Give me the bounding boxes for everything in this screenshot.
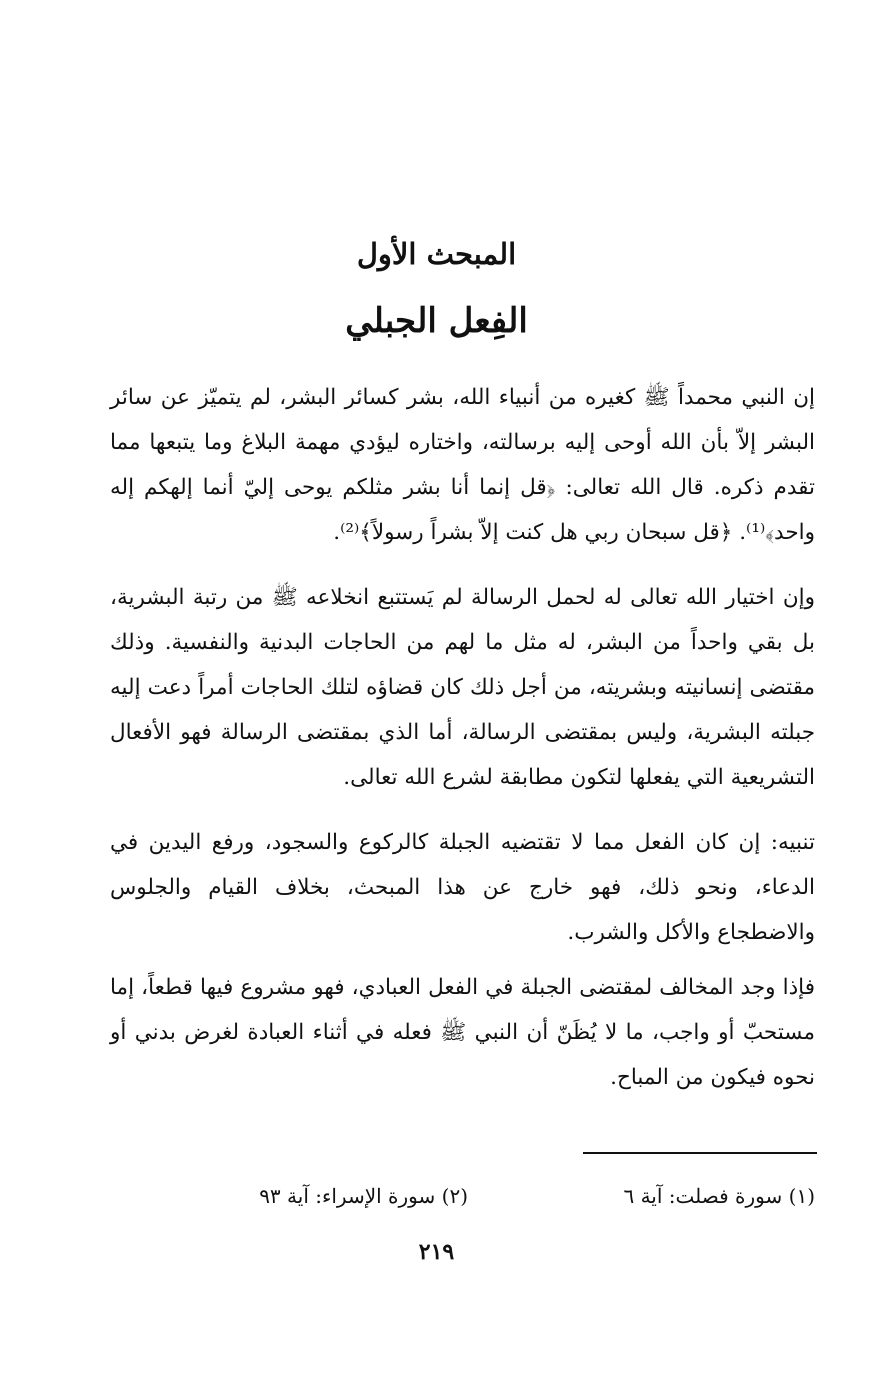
section-heading: المبحث الأول xyxy=(356,237,517,271)
paragraph-1: إن النبي محمداً ﷺ كغيره من أنبياء الله، بشر كسائر البشر، لم يتميّز عن سائر البشر إلاّ بأن الله أوحى إليه برسالته، واختاره ليؤدي مهمة البلاغ وما يتبعها مما تقدم ذكره. قال الله تعالى: ﴿قل إنما أنا بشر مثلكم يوحى إليّ أنما إلهكم إله واحد﴾⁽¹⁾. ﴿قل سبحان ربي هل كنت إلاّ بشراً رسولاً﴾⁽²⁾. xyxy=(110,385,815,545)
footnote-divider xyxy=(583,1152,817,1154)
paragraph-2: وإن اختيار الله تعالى له لحمل الرسالة لم يَستتبع انخلاعه ﷺ من رتبة البشرية، بل بقي واحداً من البشر، له مثل ما لهم من الحاجات البدنية والنفسية. وذلك مقتضى إنسانيته وبشريته، من أجل ذلك كان قضاؤه لتلك الحاجات أمراً دعت إليه جبلته البشرية، وليس بمقتضى الرسالة، أما الذي بمقتضى الرسالة فهو الأفعال التشريعية التي يفعلها لتكون مطابقة لشرع الله تعالى. xyxy=(110,585,815,790)
paragraph-3: تنبيه: إن كان الفعل مما لا تقتضيه الجبلة كالركوع والسجود، ورفع اليدين في الدعاء، ونحو ذلك، فهو خارج عن هذا المبحث، بخلاف القيام والجلوس والاضطجاع والأكل والشرب. xyxy=(110,830,815,945)
paragraph-4: فإذا وجد المخالف لمقتضى الجبلة في الفعل العبادي، فهو مشروع فيها قطعاً، إما مستحبّ أو واجب، ما لا يُظَنّ أن النبي ﷺ فعله في أثناء العبادة لغرض بدني أو نحوه فيكون من المباح. xyxy=(110,975,815,1090)
footnote-1: (١) سورة فصلت: آية ٦ xyxy=(623,1184,815,1208)
footnote-2: (٢) سورة الإسراء: آية ٩٣ xyxy=(259,1184,468,1208)
page-number: ٢١٩ xyxy=(418,1239,455,1265)
page-title: الفِعل الجبلي xyxy=(345,301,528,341)
